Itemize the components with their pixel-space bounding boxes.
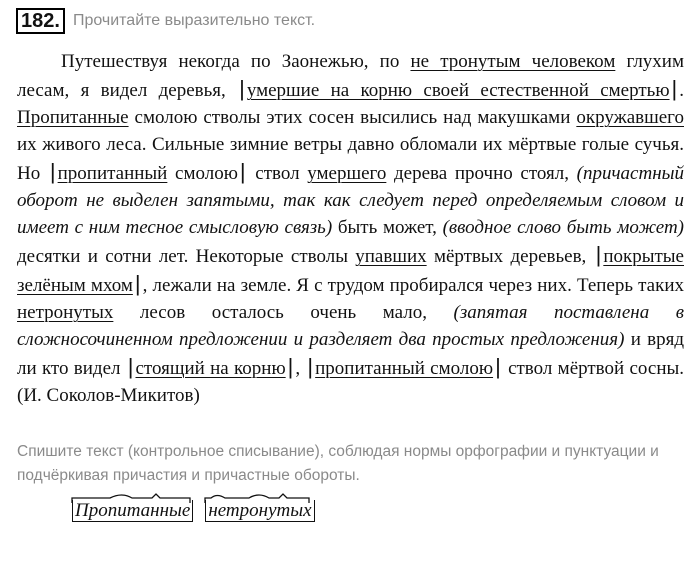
text-fragment: . (679, 80, 684, 101)
text-paragraph (17, 48, 684, 409)
text-fragment: их живого леса. Сильные зимние ветры давно обломали их мёртвые голые сучья. Но (17, 134, 684, 184)
text-fragment: ствол (247, 163, 308, 184)
task-instruction: Спишите текст (контрольное списывание), соблюдая нормы орфографии и пунктуации и подчёркивая причастия и причастные обороты. (17, 443, 659, 484)
morpheme-arc-icon (203, 492, 313, 504)
phrase-boundary-mark: | (49, 159, 56, 184)
phrase-boundary-mark: | (307, 354, 314, 379)
phrase-boundary-mark: | (287, 354, 294, 379)
participle-phrase: не тронутым человеком (410, 51, 616, 72)
exercise-text (17, 48, 684, 409)
text-fragment: мёртвых деревьев, (426, 246, 594, 267)
phrase-boundary-mark: | (239, 159, 246, 184)
text-fragment: дерева прочно стоял, (386, 163, 577, 184)
phrase-boundary-mark: | (495, 354, 501, 379)
participle-phrase: пропитанный (57, 163, 168, 184)
exercise-number: 182. (16, 8, 65, 34)
example-word-text: нетронутых (205, 500, 314, 522)
text-fragment: смолою (167, 163, 238, 184)
participle: нетронутых (17, 302, 114, 323)
text-fragment: смолою стволы этих сосен высились над макушками (128, 107, 577, 128)
text-fragment: десятки и сотни лет. Некоторые стволы (17, 246, 356, 267)
italic-note: (запятая поставлена в сложносочиненном предложении и разделяет два простых предложения) (17, 302, 684, 350)
participle: Пропитанные (17, 107, 129, 128)
phrase-boundary-mark: | (595, 242, 602, 267)
text-fragment: ствол мёртвой сосны. (И. Соколов-Микитов) (17, 358, 685, 406)
text-fragment: и вряд ли кто видел (17, 329, 685, 379)
morpheme-arc-icon (70, 492, 194, 504)
phrase-boundary-mark: | (127, 354, 134, 379)
phrase-boundary-mark: | (671, 76, 678, 101)
phrase-boundary-mark: | (134, 271, 141, 296)
participle-phrase: стоящий на корню (135, 358, 286, 379)
italic-note: (причастный оборот не выделен запятыми, так как следует перед определяемым словом и имеет с ним тесное смысловую связь) (17, 163, 684, 238)
text-fragment: быть может, (332, 217, 443, 238)
participle-phrase: пропитанный смолою (315, 358, 494, 379)
text-fragment: , (295, 358, 306, 379)
participle: умершего (307, 163, 387, 184)
participle: окружавшего (576, 107, 684, 128)
participle-phrase: покрытые зелёным мхом (17, 246, 684, 296)
text-fragment: глухим лесам, я видел деревья, (17, 51, 684, 101)
participle-phrase: умершие на корню своей естественной смертью (246, 80, 670, 101)
example-word-2 (203, 492, 316, 524)
italic-note: (вводное слово быть может) (442, 217, 684, 238)
phrase-boundary-mark: | (239, 76, 245, 101)
participle: упавших (355, 246, 427, 267)
exercise-header (16, 8, 315, 34)
example-word-text: Пропитанные (72, 500, 193, 522)
text-fragment: лесов осталось очень мало, (113, 302, 454, 323)
text-fragment: , лежали на земле. Я с трудом пробирался через них. Теперь таких (142, 275, 684, 296)
exercise-instruction: Прочитайте выразительно текст. (72, 12, 316, 29)
morpheme-example (70, 492, 317, 524)
text-fragment: Путешествуя некогда по Заонежью, по (61, 51, 411, 72)
example-word-1 (70, 492, 195, 524)
